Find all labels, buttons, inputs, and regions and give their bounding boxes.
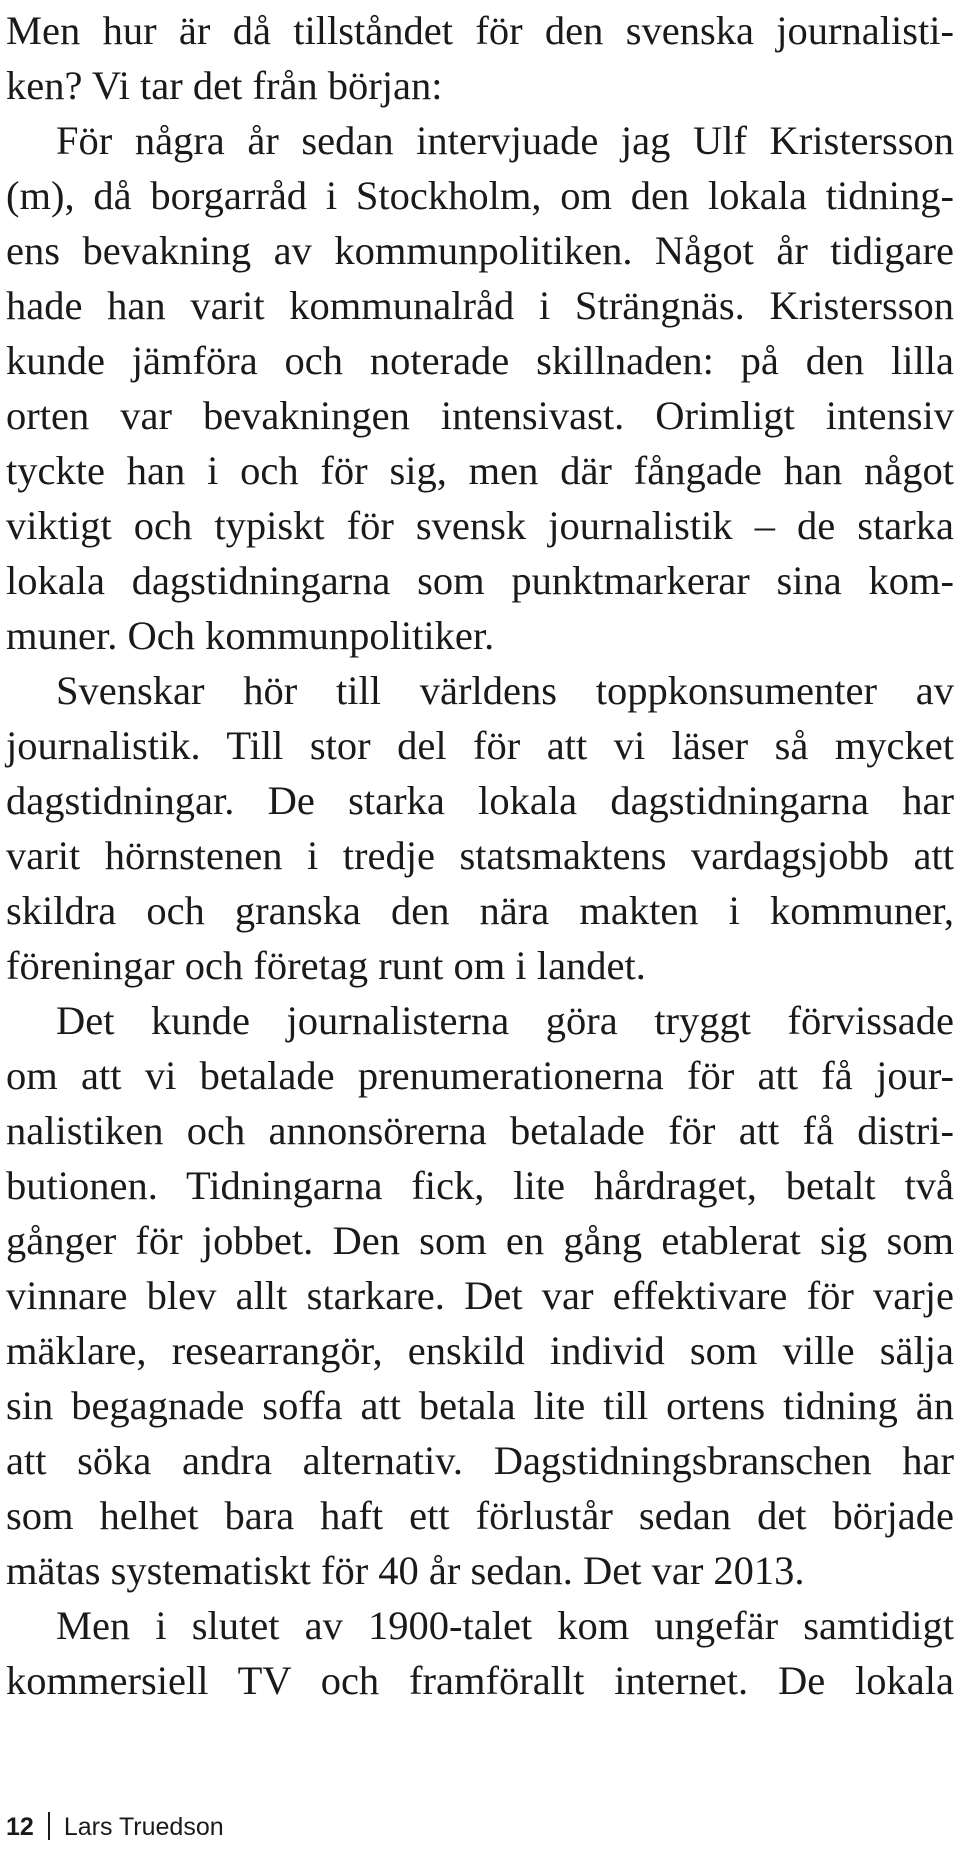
text-line: hade han varit kommunalråd i Strängnäs. Kristersson [6, 283, 954, 328]
text-line: skildra och granska den nära makten i kommuner, [6, 888, 954, 933]
text-line: nalistiken och annonsörerna betalade för att få distri- [6, 1108, 954, 1153]
text-line: Svenskar hör till världens toppkonsumenter av [56, 668, 954, 713]
author-name: Lars Truedson [63, 1813, 224, 1841]
text-line: ens bevakning av kommunpolitiken. Något år tidigare [6, 228, 954, 273]
text-line: mätas systematiskt för 40 år sedan. Det var 2013. [6, 1548, 805, 1593]
text-line: butionen. Tidningarna fick, lite hårdraget, betalt två [6, 1163, 954, 1208]
text-line: varit hörnstenen i tredje statsmaktens vardagsjobb att [6, 833, 954, 878]
text-line: Det kunde journalisterna göra tryggt förvissade [56, 998, 954, 1043]
paragraph-5 [6, 1598, 954, 1708]
text-line: föreningar och företag runt om i landet. [6, 943, 646, 988]
text-line: ken? Vi tar det från början: [6, 63, 443, 108]
text-line: lokala dagstidningarna som punktmarkerar sina kom- [6, 558, 954, 603]
footer-divider [48, 1812, 50, 1840]
text-line: gånger för jobbet. Den som en gång etablerat sig som [6, 1218, 954, 1263]
page-number: 12 [6, 1813, 34, 1841]
text-line: Men hur är då tillståndet för den svenska journalisti- [6, 8, 954, 53]
text-line: Men i slutet av 1900-talet kom ungefär samtidigt [56, 1603, 954, 1648]
text-line: kommersiell TV och framförallt internet. De lokala [6, 1658, 954, 1703]
paragraph-4 [6, 993, 954, 1598]
text-line: journalistik. Till stor del för att vi läser så mycket [6, 723, 954, 768]
paragraph-3 [6, 663, 954, 993]
text-line: vinnare blev allt starkare. Det var effektivare för varje [6, 1273, 954, 1318]
text-line: För några år sedan intervjuade jag Ulf Kristersson [56, 118, 954, 163]
text-line: sin begagnade soffa att betala lite till ortens tidning än [6, 1383, 954, 1428]
text-line: att söka andra alternativ. Dagstidningsbranschen har [6, 1438, 954, 1483]
paragraph-1 [6, 3, 954, 113]
text-line: (m), då borgarråd i Stockholm, om den lokala tidning- [6, 173, 954, 218]
text-line: viktigt och typiskt för svensk journalistik – de starka [6, 503, 954, 548]
text-line: orten var bevakningen intensivast. Orimligt intensiv [6, 393, 954, 438]
page-body [6, 0, 954, 1708]
text-line: som helhet bara haft ett förlustår sedan det började [6, 1493, 954, 1538]
text-line: mäklare, researrangör, enskild individ som ville sälja [6, 1328, 954, 1373]
text-line: muner. Och kommunpolitiker. [6, 613, 495, 658]
page-footer [6, 1812, 224, 1842]
paragraph-2 [6, 113, 954, 663]
text-line: dagstidningar. De starka lokala dagstidningarna har [6, 778, 954, 823]
text-line: tyckte han i och för sig, men där fångade han något [6, 448, 954, 493]
text-line: om att vi betalade prenumerationerna för att få jour- [6, 1053, 954, 1098]
text-line: kunde jämföra och noterade skillnaden: på den lilla [6, 338, 954, 383]
